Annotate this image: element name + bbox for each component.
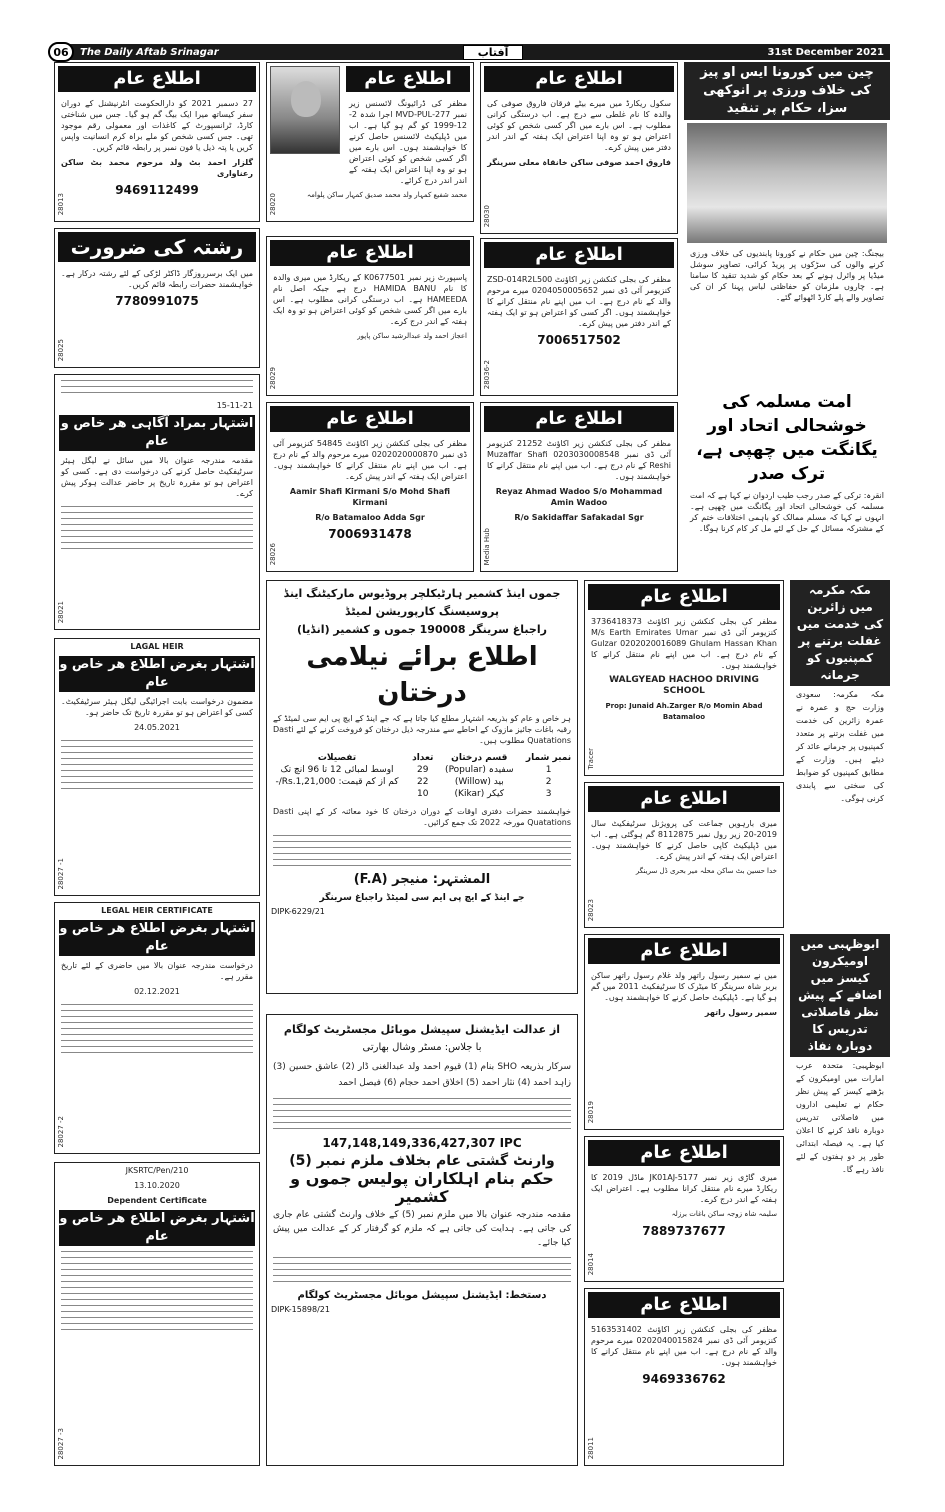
warrant-presiding: با جلاس: مسٹر وشال بھارتی bbox=[362, 1042, 482, 1053]
ad-code: Tracer bbox=[587, 747, 595, 769]
ad-code: 28013 bbox=[57, 192, 65, 215]
ad-title: اطلاع عام bbox=[346, 66, 470, 92]
legal-body: درخواست مندرجہ عنوان بالا میں حاضری کے لئے تاریخ مقرر ہے۔ bbox=[61, 961, 253, 981]
tender-sign2: جے اینڈ کے ایچ پی ایم سی لمیٹڈ راجباغ سرینگر bbox=[319, 893, 525, 903]
legal-date: 02.12.2021 bbox=[134, 987, 180, 996]
warrant-sections: 147,148,149,336,427,307 IPC bbox=[322, 1136, 522, 1150]
news-ummah bbox=[684, 388, 890, 574]
legal-cert: LAGAL HEIR bbox=[130, 642, 184, 651]
news-abudhabi bbox=[790, 934, 890, 1466]
legal-code: 28027 -2 bbox=[57, 1115, 65, 1147]
ad-box-vehicle bbox=[584, 1136, 784, 1282]
col-header: قسم درختان bbox=[451, 753, 508, 763]
ad-code: 28025 bbox=[57, 338, 65, 361]
ad-phone: 7006931478 bbox=[328, 527, 412, 541]
legal-heading: اشتہار بمراد آگاہی هر خاص و عام bbox=[60, 416, 254, 449]
ad-body: مظفر کی بجلی کنکشن زیر اکاؤنٹ 54845 کنزیومر آئی ڈی نمبر 0202020000870 میرے مرحوم والد کے نام درج ہے۔ اب میں اپنے نام منتقل کرانے کا خواہشمند ہوں۔ اعتراض ایک ہفتہ کے اندر پیش کرے۔ bbox=[273, 439, 467, 481]
cell bbox=[267, 788, 407, 800]
warrant-body: مقدمہ مندرجہ عنوان بالا میں ملزم نمبر (5) کے خلاف وارنٹ گشتی عام جاری کی جاتی ہے۔ ہدایت کی جاتی ہے کہ ملزم کو گرفتار کر کے عدالت میں پیش کیا جائے۔ bbox=[273, 1210, 571, 1248]
legal-heading: اشتہار بغرض اطلاع هر خاص و عام bbox=[59, 1211, 255, 1244]
warrant-code: DIPK-15898/21 bbox=[271, 1305, 330, 1314]
ad-box-rishta bbox=[54, 228, 260, 368]
legal-code: 28027 -1 bbox=[57, 857, 65, 889]
cell: اوسط لمبائی 12 تا 96 انچ تک bbox=[280, 765, 394, 775]
legal-code: 28027 -3 bbox=[57, 1427, 65, 1459]
ad-body: پاسپورٹ زیر نمبر K0677501 کے ریکارڈ میں میری والدہ کا نام HAMIDA BANU درج ہے جبکہ اصل نام HAMEEDA ہے۔ اب درستگی کرانی مطلوب ہے۔ اس بارے میں اگر کسی شخص کو کوئی اعتراض ہو تو وہ ایک ہفتہ کے اندر درج کرے۔ bbox=[273, 273, 467, 326]
cell: 29 bbox=[417, 765, 429, 775]
legal-heading: اشتہار بغرض اطلاع هر خاص و عام bbox=[59, 657, 255, 690]
ad-phone: 7889737677 bbox=[642, 1224, 726, 1238]
legal-body: مقدمہ مندرجہ عنوان بالا میں سائل نے لیگل ہیئر سرٹیفکیٹ حاصل کرنے کی درخواست دی ہے۔ کسی کو اعتراض ہو تو مقررہ تاریخ پر حاضر عدالت ہوکر پیش کرے۔ bbox=[61, 456, 253, 498]
ad-box-electric-4 bbox=[584, 1288, 784, 1466]
warrant-sign: دستخط: ایڈیشنل سپیشل موبائل مجسٹریٹ کولگام bbox=[297, 1290, 547, 1301]
ad-title: اطلاع عام bbox=[484, 66, 674, 92]
ad-signer: خدا حسین بٹ ساکن محلہ میر بحری ڈل سرینگر bbox=[635, 867, 777, 875]
issue-date: 31st December 2021 bbox=[767, 46, 884, 58]
ad-box-electric-2 bbox=[266, 402, 474, 572]
cell: 3 bbox=[545, 789, 552, 799]
ad-title: اطلاع عام bbox=[270, 240, 470, 266]
ad-title: اطلاع عام bbox=[270, 406, 470, 432]
legal-date: 15-11-21 bbox=[216, 401, 253, 410]
ad-code: 28036-2 bbox=[483, 359, 491, 389]
ad-code: 28014 bbox=[587, 1252, 595, 1275]
news-china bbox=[684, 62, 890, 384]
ad-body: مظفر کی بجلی کنکشن زیر اکاؤنٹ ZSD-014R2L500 کنزیومر آئی ڈی نمبر 0204050005652 میرے مرحوم والد کے نام درج ہے۔ اب میں اپنے نام منتقل کرانے کا خواہشمند ہوں۔ اگر کسی کو اعتراض ہو تو ایک ہفتہ کے اندر دفتر میں پیش کرے۔ bbox=[487, 275, 671, 328]
ad-box-electric-1 bbox=[480, 238, 678, 396]
tender-table bbox=[267, 752, 577, 800]
ad-address: R/o Batamaloo Adda Sgr bbox=[315, 513, 425, 522]
ad-code: 28011 bbox=[587, 1436, 595, 1459]
cell: کم از کم قیمت: Rs.1,21,000/- bbox=[275, 777, 399, 787]
ad-address: Prop: Junaid Ah.Zarger R/o Momin Abad Batamaloo bbox=[605, 702, 763, 721]
ad-box-school-record bbox=[480, 62, 678, 234]
news-headline: چین میں کورونا ایس او پیز کی خلاف ورزی پر انوکھی سزا، حکام پر تنقید bbox=[684, 62, 890, 120]
ad-code: 28030 bbox=[483, 204, 491, 227]
ad-code: 28019 bbox=[587, 1100, 595, 1123]
ad-title: اطلاع عام bbox=[588, 938, 780, 964]
ad-body: مظفر کی بجلی کنکشن زیر اکاؤنٹ 21252 کنزیومر آئی ڈی نمبر 0203030008548 Muzaffar Shafi Reshi کے نام درج ہے۔ اب میں اپنے نام منتقل کرانے کا خواہشمند ہوں۔ bbox=[487, 439, 672, 481]
legal-cert: Dependent Certificate bbox=[107, 1196, 207, 1205]
ad-name: Aamir Shafi Kirmani S/o Mohd Shafi Kirmani bbox=[289, 487, 451, 507]
legal-heading: اشتہار بغرض اطلاع هر خاص و عام bbox=[59, 921, 255, 954]
ad-name: Reyaz Ahmad Wadoo S/o Mohammad Amin Wadoo bbox=[495, 487, 663, 507]
tender-sign: المشتہر: منیجر (F.A) bbox=[353, 872, 491, 887]
legal-date: 13.10.2020 bbox=[134, 1181, 180, 1190]
ad-title: اطلاع عام bbox=[588, 1292, 780, 1318]
ad-body: مظفر کی بجلی کنکشن زیر اکاؤنٹ 5163531402 کنزیومر آئی ڈی نمبر 0202040015824 میرے مرحوم والد کے نام درج ہے۔ اب میں اپنے نام منتقل کرانے کا خواہشمند ہوں۔ bbox=[591, 1325, 777, 1367]
tender-title: اطلاع برائے نیلامی درختان bbox=[306, 642, 538, 708]
ad-body: میں ایک برسرروزگار ڈاکٹر لڑکی کے لئے رشتہ درکار ہے۔ خواہشمند حضرات رابطہ قائم کریں۔ bbox=[61, 269, 253, 289]
cell: سفیدہ (Popular) bbox=[445, 765, 514, 775]
legal-date: 24.05.2021 bbox=[134, 723, 180, 732]
warrant-parties: سرکار بذریعہ SHO بنام (1) قیوم احمد ولد عبدالغنی ڈار (2) عاشق حسین (3) زاہد احمد (4) نثار احمد (5) اخلاق احمد حجام (6) فیصل احمد bbox=[273, 1062, 571, 1088]
ad-code: 28023 bbox=[587, 898, 595, 921]
ad-name: WALGYEAD HACHOO DRIVING SCHOOL bbox=[609, 675, 759, 696]
cell: 10 bbox=[417, 789, 429, 799]
legal-cert: LEGAL HEIR CERTIFICATE bbox=[101, 906, 213, 915]
tender-code: DIPK-6229/21 bbox=[271, 907, 325, 916]
table-row bbox=[267, 776, 577, 788]
ad-code: 28026 bbox=[269, 542, 277, 565]
ad-title: اطلاع عام bbox=[484, 406, 674, 432]
news-photo bbox=[687, 123, 887, 243]
ad-title: اطلاع عام bbox=[588, 1140, 780, 1166]
col-header: تفصیلات bbox=[317, 753, 357, 763]
ad-body: میری بارہویں جماعت کی پرویژنل سرٹیفکیٹ سال 2019-20 زیر رول نمبر 8112875 گم ہوگئی ہے۔ اب میں ڈپلیکیٹ کاپی حاصل کرنے کا خواہشمند ہوں۔ اعتراض ایک ہفتہ کے اندر پیش کرے۔ bbox=[591, 819, 777, 861]
ad-phone: 9469336762 bbox=[642, 1372, 726, 1386]
legal-ref: JKSRTC/Pen/210 bbox=[125, 1166, 189, 1175]
ad-body: سکول ریکارڈ میں میرے بیٹے فرقان فاروق صوفی کی والدہ کا نام غلطی سے درج ہے۔ اب درستگی کرانی مطلوب ہے۔ اس بارے میں اگر کسی شخص کو کوئی اعتراض ہو تو وہ اپنا اعتراض ایک ہفتہ کے اندر اندر دفتر میں پیش کرے۔ bbox=[487, 99, 671, 152]
tender-address: راجباغ سرینگر 190008 جموں و کشمیر (انڈیا) bbox=[297, 623, 547, 636]
ad-phone: 7780991075 bbox=[115, 294, 199, 308]
legal-notice-1 bbox=[54, 374, 260, 630]
ad-title: اطلاع عام bbox=[588, 584, 780, 610]
cell: 22 bbox=[417, 777, 429, 787]
ad-box-driving-school bbox=[584, 580, 784, 776]
table-row bbox=[267, 764, 577, 776]
person-photo bbox=[270, 66, 340, 154]
tender-notice bbox=[266, 580, 578, 994]
legal-notice-3 bbox=[54, 902, 260, 1154]
ad-title: رشتہ کی ضرورت bbox=[58, 232, 256, 262]
ad-signer: سلیمہ شاہ زوجہ ساکن باغات برزلہ bbox=[671, 1210, 777, 1218]
ad-body: مظفر کی بجلی کنکشن زیر اکاؤنٹ 3736418373 کنزیومر آئی ڈی نمبر M/s Earth Emirates Umar Gulzar 0202020016089 Ghulam Hassan Khan کے نام درج ہے۔ اب میں اپنے نام منتقل کرانے کا خواہشمند ہوں۔ bbox=[591, 617, 777, 670]
ad-body: میری گاڑی زیر نمبر JK01AJ-5177 ماڈل 2019 کا ریکارڈ میرے نام منتقل کرانا مطلوب ہے۔ اعتراض ایک ہفتہ کے اندر درج کرے۔ bbox=[591, 1173, 777, 1204]
ad-signer: گلزار احمد بٹ ولد مرحوم محمد بٹ ساکن رعناواری bbox=[61, 158, 253, 178]
ad-signer: اعجاز احمد ولد عبدالرشید ساکن پاپور bbox=[357, 332, 467, 340]
news-body: انقرہ: ترکی کے صدر رجب طیب اردوان نے کہا ہے کہ امت مسلمہ کی خوشحالی اتحاد اور یگانگت میں چھپی ہے۔ انہوں نے کہا کہ مسلم ممالک کو باہمی اختلافات ختم کر کے مشترکہ مسائل کے حل کے لئے مل کر کام کرنا ہوگا۔ bbox=[690, 491, 884, 533]
col-header: نمبر شمار bbox=[525, 753, 572, 763]
col-header: تعداد bbox=[412, 753, 434, 763]
ad-title: اطلاع عام bbox=[588, 786, 780, 812]
ad-phone: 9469112499 bbox=[115, 183, 199, 197]
news-headline: مکہ مکرمہ میں زائرین کی خدمت میں غفلت برتنے پر کمپنیوں کو جرمانہ bbox=[790, 580, 890, 686]
ad-address: R/o Sakidaffar Safakadal Sgr bbox=[514, 513, 644, 522]
tender-footer: خواہشمند حضرات دفتری اوقات کے دوران درختان کا خود معائنہ کر کے اپنی Dasti Quatations مورخہ 2022 تک جمع کرائیں۔ bbox=[273, 807, 571, 827]
table-row bbox=[267, 788, 577, 800]
ad-body: 27 دسمبر 2021 کو دارالحکومت انٹرنیشنل کے دوران سفر کیساتھ میرا ایک بیگ گم ہو گیا۔ جس میں شناختی کارڈ، ٹرانسپورٹ کے کاغذات اور معمولی رقم موجود تھی۔ جس کسی شخص کو ملے براہ کرم انسانیت واپس کریں یا پتہ ذیل یا فون نمبر پر رابطہ قائم کریں۔ bbox=[61, 99, 253, 152]
ad-box-lost-bag bbox=[54, 62, 260, 222]
cell: بید (Willow) bbox=[454, 777, 504, 787]
warrant-heading-2: حکم بنام اہلکاران پولیس جموں و کشمیر bbox=[290, 1169, 554, 1206]
tender-intro: ہر خاص و عام کو بذریعہ اشتہار مطلع کیا جاتا ہے کہ جے اینڈ کے ایچ پی ایم سی لمیٹڈ کے رقبہ باغات جائیز مازوک کے احاطے سے مندرجہ ذیل درختان کو فروخت کرنے کے لئے Dasti Quatations مطلوب ہیں۔ bbox=[273, 714, 571, 745]
news-body: ابوظہبی: متحدہ عرب امارات میں اومیکرون کے بڑھتے کیسز کے پیش نظر حکام نے تعلیمی اداروں میں فاصلاتی تدریس دوبارہ نافذ کرنے کا اعلان کیا ہے۔ یہ فیصلہ ابتدائی طور پر دو ہفتوں کے لئے نافذ رہے گا۔ bbox=[796, 1061, 884, 1174]
publication-name: The Daily Aftab Srinagar bbox=[80, 46, 219, 58]
legal-body: مضمون درخواست بابت اجرائیگی لیگل ہیئر سرٹیفکیٹ۔ کسی کو اعتراض ہو تو مقررہ تاریخ تک حاضر ہو۔ bbox=[61, 697, 253, 717]
legal-code: 28021 bbox=[57, 600, 65, 623]
news-headline: ابوظہبی میں اومیکرون کیسز میں اضافے کے پیش نظر فاصلاتی تدریس کا دوبارہ نفاذ bbox=[790, 934, 890, 1057]
cell: 1 bbox=[545, 765, 552, 775]
ad-box-matric bbox=[584, 934, 784, 1130]
newspaper-logo: آفتاب bbox=[463, 45, 524, 60]
ad-box-passport bbox=[266, 236, 474, 396]
ad-title: اطلاع عام bbox=[58, 66, 256, 92]
ad-code: 28020 bbox=[269, 192, 277, 215]
ad-phone: 7006517502 bbox=[537, 333, 621, 347]
ad-signer: فاروق احمد صوفی ساکن خانقاہ معلی سرینگر bbox=[487, 158, 671, 167]
tender-org: جموں اینڈ کشمیر ہارٹیکلچر پروڈیوس مارکیٹنگ اینڈ پروسیسنگ کارپوریشن لمیٹڈ bbox=[283, 587, 561, 618]
ad-box-licence bbox=[266, 62, 474, 222]
legal-notice-4 bbox=[54, 1162, 260, 1466]
ad-code: 28029 bbox=[269, 366, 277, 389]
ad-title: اطلاع عام bbox=[484, 242, 674, 268]
news-headline: امت مسلمہ کی خوشحالی اتحاد اور یگانگت میں چھپی ہے، ترک صدر bbox=[684, 388, 890, 488]
news-makkah bbox=[790, 580, 890, 928]
news-body: مکہ مکرمہ: سعودی وزارت حج و عمرہ نے عمرہ زائرین کی خدمت میں غفلت برتنے پر متعدد کمپنیوں پر جرمانے عائد کر دیئے ہیں۔ وزارت کے مطابق کمپنیوں کو ضوابط کی سختی سے پابندی کرنی ہوگی۔ bbox=[796, 690, 884, 803]
ad-signer: سمیر رسول راتھر bbox=[704, 1008, 777, 1017]
ad-code: Media Hub bbox=[483, 527, 491, 565]
ad-box-certificate bbox=[584, 782, 784, 928]
legal-notice-2 bbox=[54, 638, 260, 896]
cell: 2 bbox=[545, 777, 552, 787]
warrant-heading-1: وارنٹ گشتی عام بخلاف ملزم نمبر (5) bbox=[289, 1153, 555, 1169]
ad-body: مظفر کی ڈرائیونگ لائسنس زیر نمبر 277-MVD-PUL اجرا شدہ 2-12-1999 کو گم ہو گیا ہے۔ اب میں ڈپلیکیٹ لائسنس حاصل کرنے کا خواہشمند ہوں۔ اس بارے میں اگر کسی شخص کو کوئی اعتراض ہو تو وہ اپنا اعتراض ایک ہفتہ کے اندر اندر درج کرائے۔ bbox=[349, 99, 467, 185]
cell: کیکر (Kikar) bbox=[454, 789, 505, 799]
news-body: بیجنگ: چین میں حکام نے کورونا پابندیوں کی خلاف ورزی کرنے والوں کی سڑکوں پر پریڈ کرائی، تصاویر سوشل میڈیا پر وائرل ہونے کے بعد حکام کو شدید تنقید کا سامنا ہے۔ چاروں ملزمان کو حفاظتی لباس پہنا کر ان کی تصاویر والے پلے کارڈ اٹھوائے گئے۔ bbox=[690, 249, 884, 302]
page-header bbox=[52, 44, 890, 60]
warrant-court: از عدالت ایڈیشنل سپیشل موبائل مجسٹریٹ کولگام bbox=[283, 1023, 561, 1036]
ad-body: میں نے سمیر رسول راتھر ولد غلام رسول راتھر ساکن بربر شاہ سرینگر کا میٹرک کا سرٹیفکیٹ 2011 میں گم ہو گیا ہے۔ ڈپلیکیٹ حاصل کرنے کا خواہشمند ہوں۔ bbox=[591, 971, 778, 1002]
court-warrant bbox=[266, 1014, 578, 1466]
ad-box-electric-3 bbox=[480, 402, 678, 572]
page-number: 06 bbox=[48, 42, 74, 62]
ad-signer: محمد شفیع کمہار ولد محمد صدیق کمہار ساکن پلوامہ bbox=[307, 191, 467, 199]
